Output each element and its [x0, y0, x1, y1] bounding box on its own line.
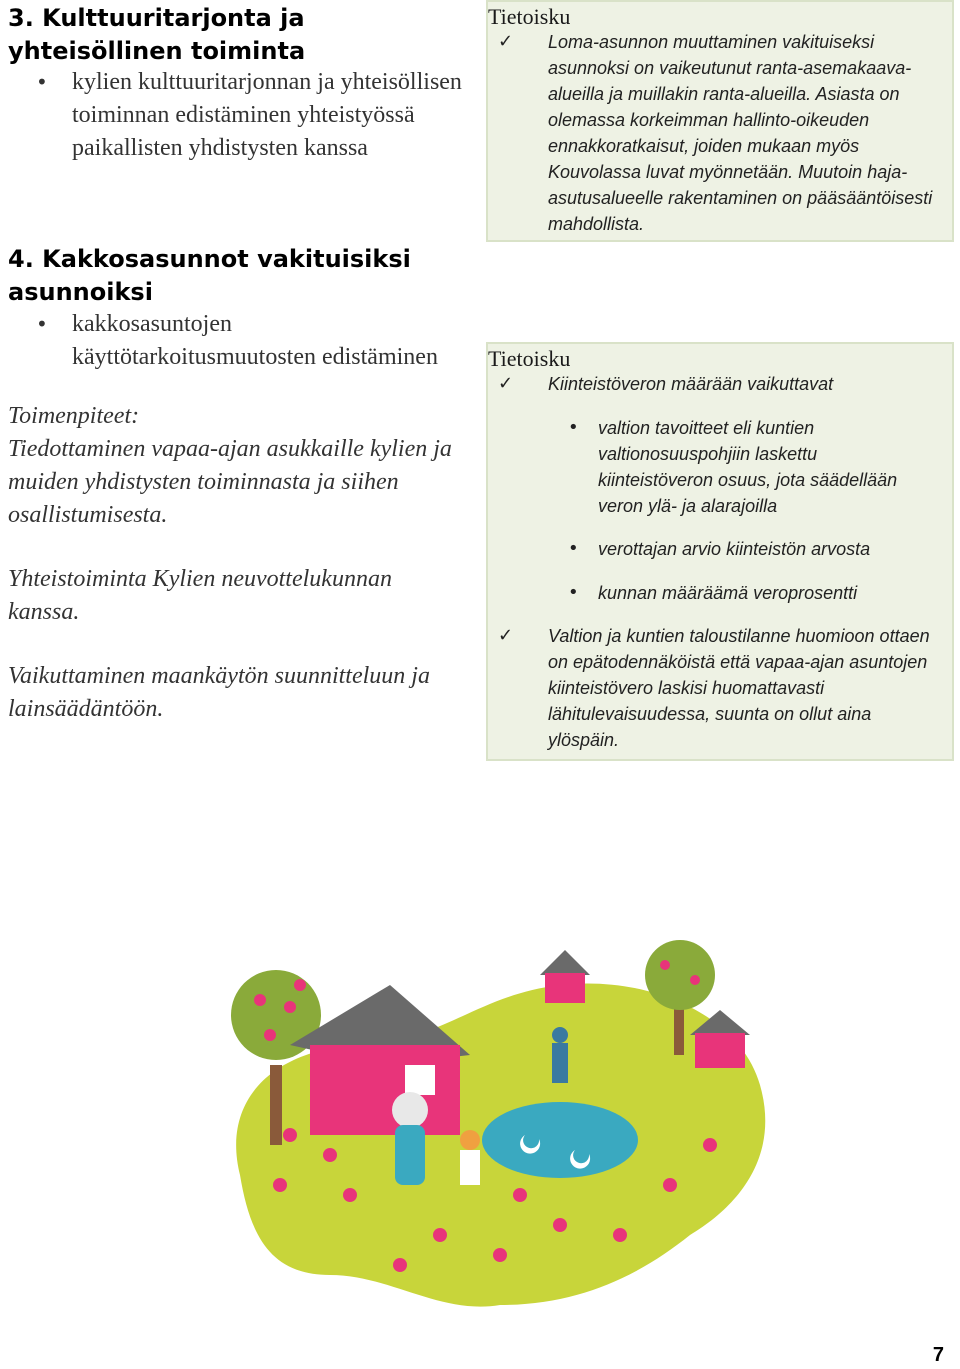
info-item-text: Kiinteistöveron määrään vaikuttavat	[548, 374, 834, 394]
info-box-1	[486, 0, 954, 242]
bullet-text: kakkosasuntojen käyttötarkoitusmuutosten edistäminen	[72, 311, 438, 370]
sub-item-text: verottajan arvio kiinteistön arvosta	[598, 539, 871, 559]
section-3-bullet	[36, 66, 476, 165]
checkmark-icon: ✓	[498, 373, 514, 394]
info-item-property-tax	[498, 371, 938, 397]
info-box-title: Tietoisku	[488, 346, 571, 371]
info-item-text: Valtion ja kuntien taloustilanne huomioon ottaen on epätodennäköistä että vapaa-ajan asuntojen kiinteistövero laskisi huomattavasti lähitulevaisuudessa, suunta on ollut aina ylöspäin.	[548, 626, 930, 750]
checkmark-icon: ✓	[498, 625, 514, 646]
sub-item	[568, 415, 928, 519]
section-4-heading: 4. Kakkosasunnot vakituisiksi asunnoiksi	[8, 245, 411, 306]
pond	[482, 1102, 638, 1178]
village-illustration	[220, 935, 780, 1325]
info-box-title: Tietoisku	[488, 4, 571, 29]
sub-item-text: kunnan määräämä veroprosentti	[598, 583, 858, 603]
sub-item-text: valtion tavoitteet eli kuntien valtionosuuspohjiin laskettu kiinteistöveron osuus, jota säädellään veron ylä- ja alarajoilla	[598, 418, 898, 516]
section-3-heading: 3. Kulttuuritarjonta ja yhteisöllinen toiminta	[8, 4, 306, 65]
influence-text: Vaikuttaminen maankäytön suunnitteluun ja lainsäädäntöön.	[8, 663, 430, 722]
tree-trunk	[270, 1065, 282, 1145]
info-item	[498, 29, 938, 237]
checkmark-icon: ✓	[498, 31, 514, 52]
child-figure	[460, 1130, 480, 1150]
bullet-icon: •	[568, 582, 579, 603]
gardener-figure	[552, 1027, 568, 1043]
cooperation-text: Yhteistoiminta Kylien neuvottelukunnan kanssa.	[8, 566, 392, 625]
bullet-icon: •	[568, 538, 579, 559]
info-item-text: Loma-asunnon muuttaminen vakituiseksi asunnoksi on vaikeutunut ranta-asemakaava-alueilla ja muillakin ranta-alueilla. Asiasta on olemassa korkeimman hallinto-oikeuden ennakkoratkaisut, joiden mukaan myös Kouvolassa luvat myönnetään. Muutoin haja-asutusalueelle rakentaminen on pääsääntöisesti mahdollista.	[548, 32, 933, 234]
page-number: 7	[932, 1344, 944, 1366]
grandmother-figure	[392, 1092, 428, 1128]
small-house	[695, 1033, 745, 1068]
info-item-outlook	[498, 623, 938, 753]
bullet-text: kylien kulttuuritarjonnan ja yhteisöllisen toiminnan edistäminen yhteistyössä paikallisten yhdistysten kanssa	[72, 69, 462, 161]
measures-label: Toimenpiteet:	[8, 403, 140, 429]
info-box-2	[486, 342, 954, 761]
sub-item	[568, 580, 928, 606]
house	[310, 1045, 460, 1135]
bullet-icon: •	[36, 312, 48, 336]
section-4-bullet	[36, 308, 476, 374]
small-house	[545, 973, 585, 1003]
bullet-icon: •	[36, 70, 48, 94]
house-window	[405, 1065, 435, 1095]
measures-text: Tiedottaminen vapaa-ajan asukkaille kylien ja muiden yhdistysten toiminnasta ja siihen osallistumisesta.	[8, 436, 452, 528]
sub-item	[568, 536, 928, 562]
bullet-icon: •	[568, 417, 579, 438]
tree-crown	[645, 940, 715, 1010]
